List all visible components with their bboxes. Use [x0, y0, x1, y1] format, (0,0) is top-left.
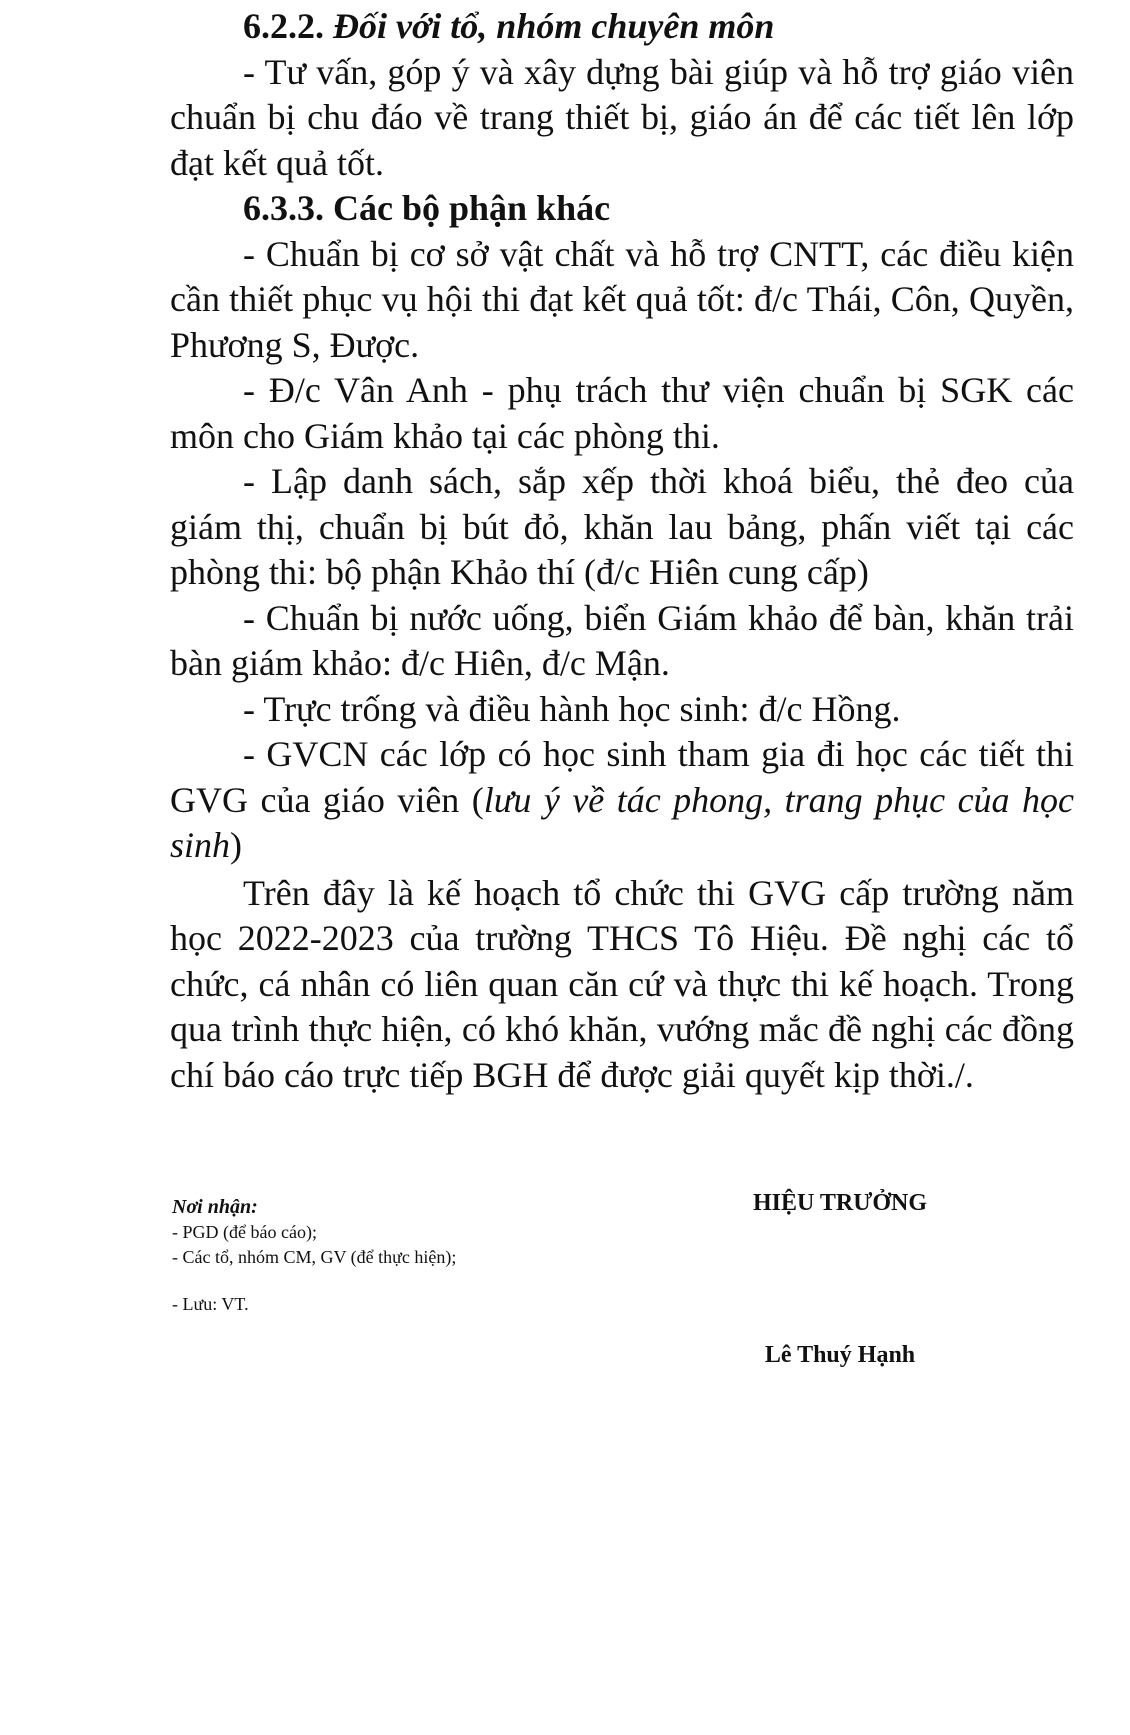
heading-number: 6.3.3. [243, 188, 324, 228]
signer-name: Lê Thuý Hạnh [764, 1342, 916, 1368]
paragraph-tu-van: - Tư vấn, góp ý và xây dựng bài giúp và hỗ trợ giáo viên chuẩn bị chu đáo về trang thiết bị, giáo án để các tiết lên lớp đạt kết quả tốt. [170, 51, 1074, 183]
heading-title: Đối với tổ, nhóm chuyên môn [333, 6, 775, 46]
recipient-item: - Các tổ, nhóm CM, GV (để thực hiện); [172, 1247, 457, 1267]
recipient-item: - PGD (để báo cáo); [172, 1222, 317, 1242]
paragraph-nuoc-uong: - Chuẩn bị nước uống, biển Giám khảo để bàn, khăn trải bàn giám khảo: đ/c Hiên, đ/c Mận. [170, 597, 1074, 683]
paragraph-truc-trong: - Trực trống và điều hành học sinh: đ/c Hồng. [243, 688, 901, 729]
paragraph-danh-sach: - Lập danh sách, sắp xếp thời khoá biểu, thẻ đeo của giám thị, chuẩn bị bút đỏ, khăn lau bảng, phấn viết tại các phòng thi: bộ phận Khảo thí (đ/c Hiên cung cấp) [170, 461, 1074, 592]
signature-position: HIỆU TRƯỞNG [752, 1190, 928, 1216]
section-heading-6-2-2 [170, 4, 1074, 50]
recipients-spacer [172, 1270, 592, 1292]
gvcn-italic-note: lưu ý về tác phong, trang phục của học sinh [170, 779, 1074, 865]
paragraph-closing: Trên đây là kế hoạch tổ chức thi GVG cấp trường năm học 2022-2023 của trường THCS Tô Hiệu. Đề nghị các tổ chức, cá nhân có liên quan căn cứ và thực thi kế hoạch. Trong qua trình thực hiện, có khó khăn, vướng mắc đề nghị các đồng chí báo cáo trực tiếp BGH để được giải quyết kịp thời./. [170, 872, 1074, 1095]
recipient-archive: - Lưu: VT. [172, 1294, 249, 1314]
heading-title: Các bộ phận khác [333, 188, 611, 228]
section-heading-6-3-3 [170, 186, 1074, 232]
recipients-block [172, 1195, 592, 1317]
recipients-title: Nơi nhận: [172, 1196, 258, 1218]
gvcn-closing: ) [230, 825, 243, 865]
paragraph-gvcn [170, 732, 1074, 869]
paragraph-co-so-vat-chat: - Chuẩn bị cơ sở vật chất và hỗ trợ CNTT, các điều kiện cần thiết phục vụ hội thi đạt kết quả tốt: đ/c Thái, Côn, Quyền, Phương S, Được. [170, 233, 1074, 365]
document-body [170, 4, 1074, 1098]
heading-number: 6.2.2. [243, 6, 324, 46]
paragraph-thu-vien: - Đ/c Vân Anh - phụ trách thư viện chuẩn bị SGK các môn cho Giám khảo tại các phòng thi. [170, 370, 1074, 456]
gvcn-text: - GVCN các lớp có học sinh tham gia đi học các tiết thi GVG của giáo viên ( [170, 734, 1074, 820]
